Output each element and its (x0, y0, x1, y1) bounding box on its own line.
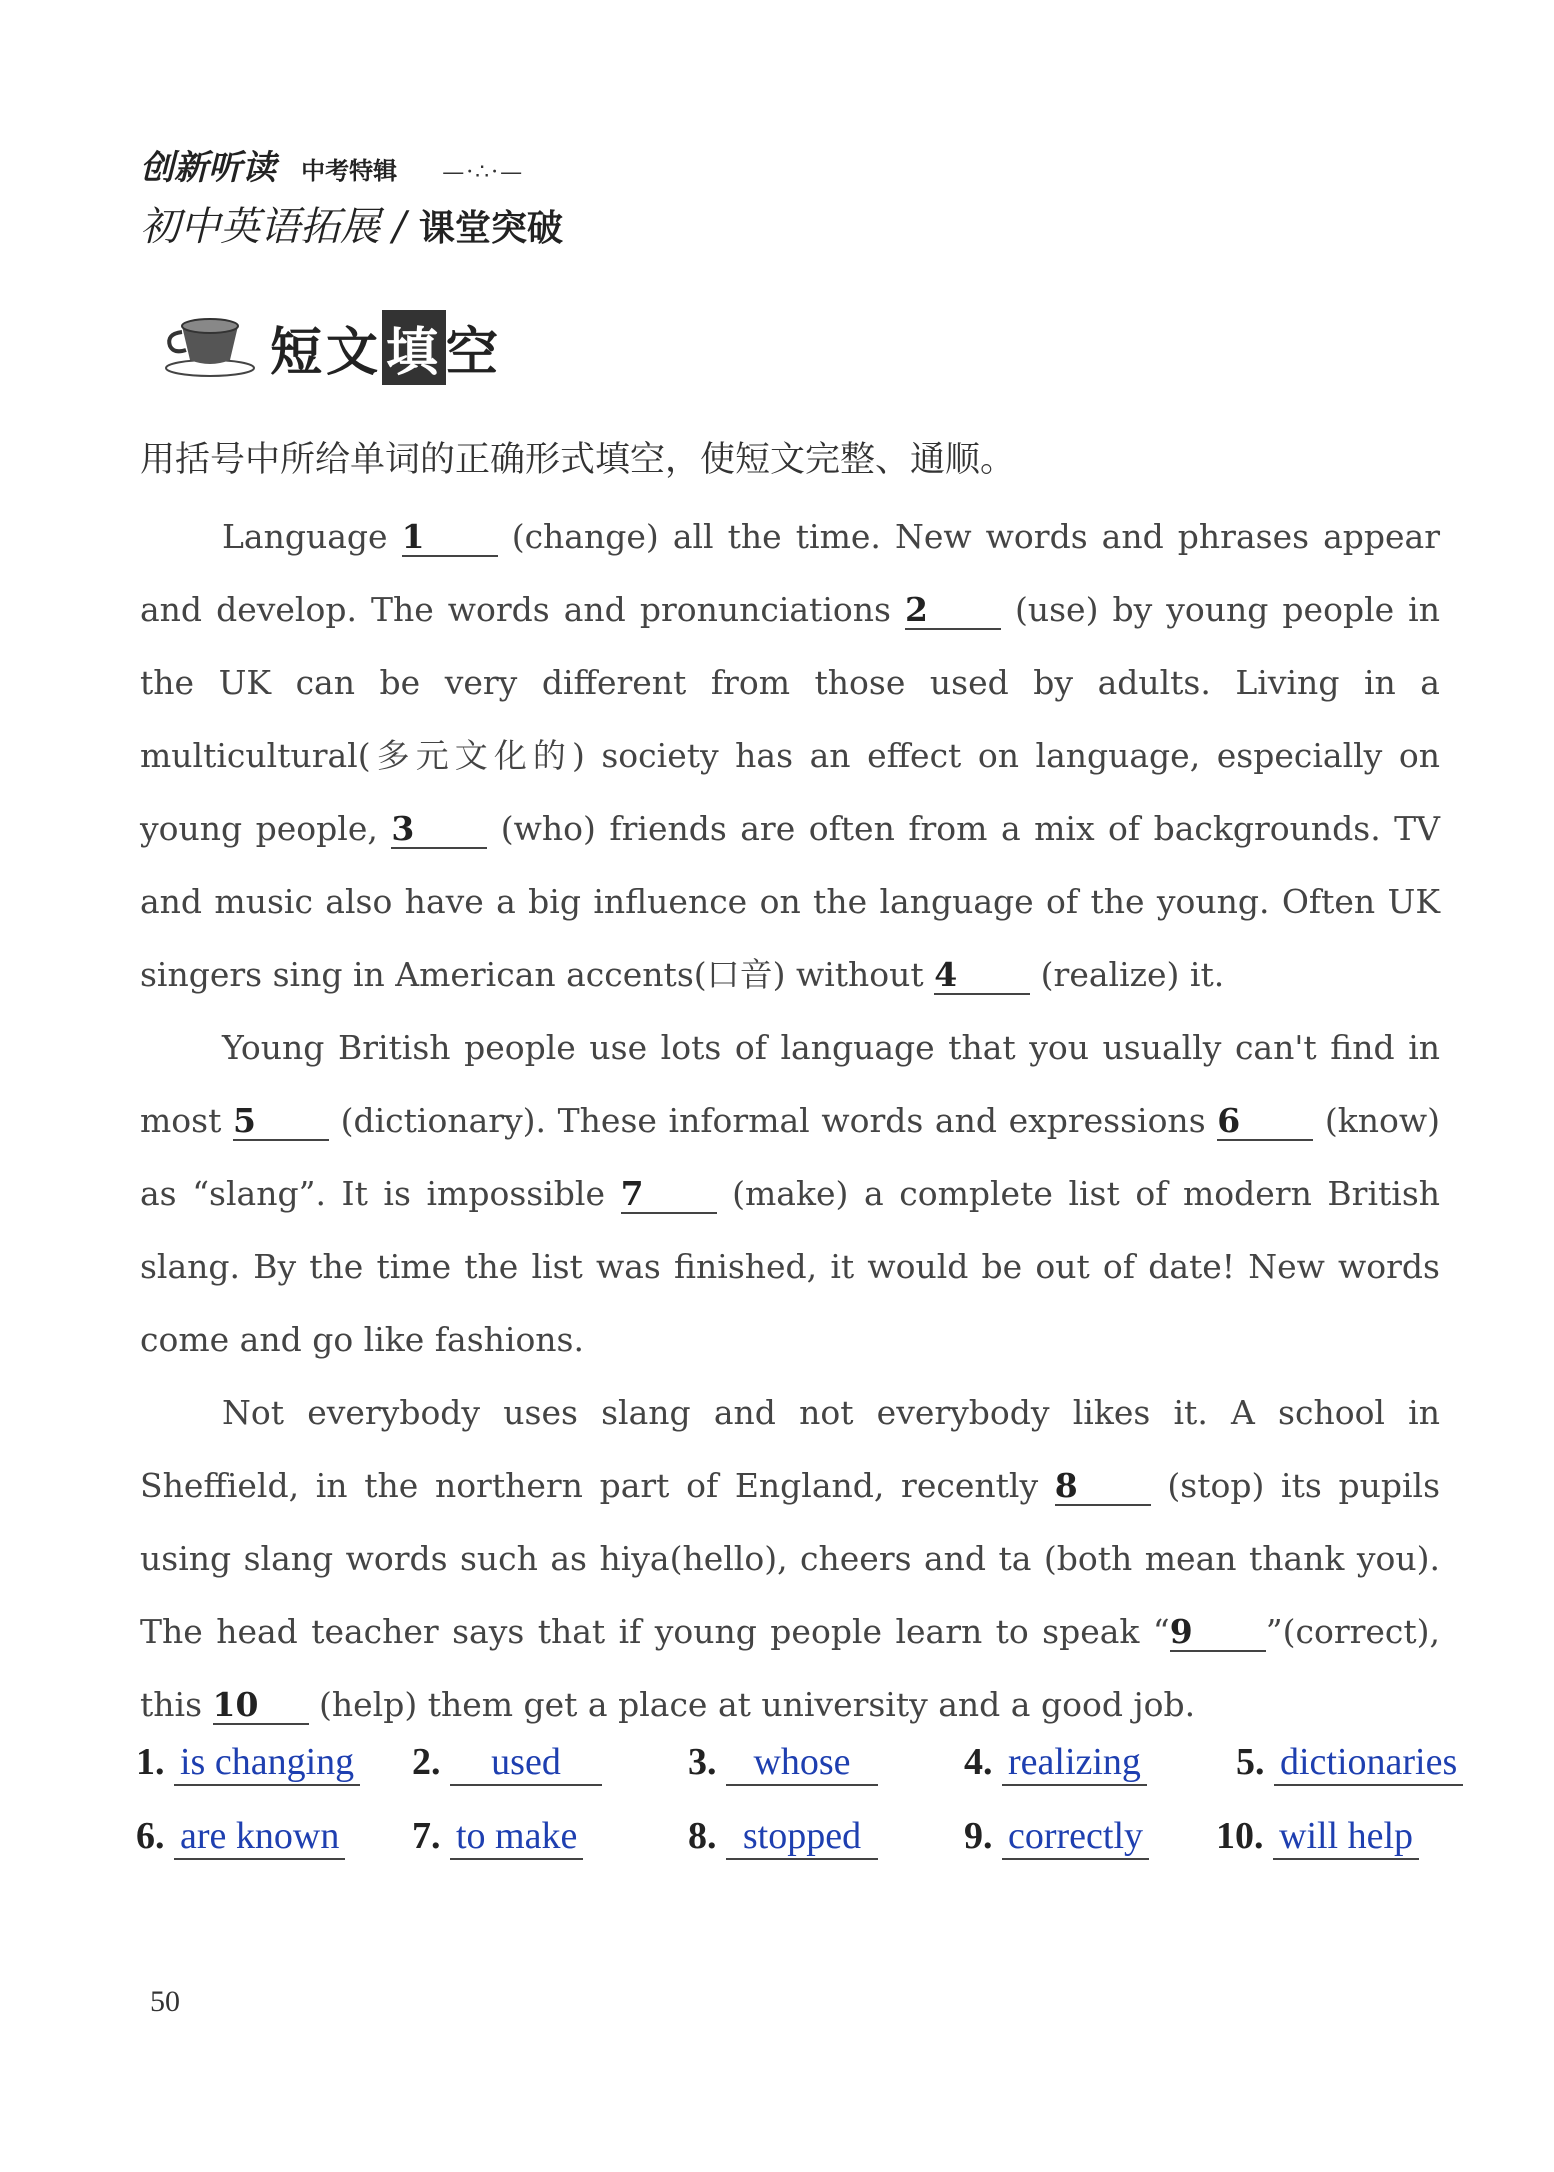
passage-line: and develop. The words and pronunciations 2 (use) by young people in (140, 590, 1440, 629)
passage-line: as “slang”. It is impossible 7 (make) a complete list of modern British (140, 1174, 1441, 1213)
answer-item: 1. is changing (136, 1740, 360, 1786)
blank-9: 9 (1170, 1614, 1266, 1652)
answer-item: 8. stopped (688, 1814, 878, 1860)
decorative-dots-icon: —·∴·— (442, 160, 525, 185)
answer-item: 5. dictionaries (1236, 1740, 1463, 1786)
answer-value: is changing (174, 1740, 360, 1786)
passage-line: Sheffield, in the northern part of England, recently 8 (stop) its pupils (140, 1466, 1441, 1505)
answer-item: 10. will help (1216, 1814, 1419, 1860)
answer-item: 4. realizing (964, 1740, 1147, 1786)
passage-line: Not everybody uses slang and not everybody likes it. A school in (222, 1393, 1440, 1432)
answer-key (136, 1740, 1476, 1888)
section-title-boxed: 填 (382, 310, 446, 385)
answer-item: 9. correctly (964, 1814, 1149, 1860)
passage-line: singers sing in American accents(口音) without 4 (realize) it. (140, 955, 1225, 994)
passage-line: the UK can be very different from those used by adults. Living in a (140, 663, 1440, 702)
book-title: 初中英语拓展 (140, 204, 380, 250)
blank-8: 8 (1055, 1468, 1151, 1506)
blank-5: 5 (233, 1103, 329, 1141)
blank-1: 1 (402, 519, 498, 557)
blank-4: 4 (934, 957, 1030, 995)
passage-line: come and go like fashions. (140, 1320, 584, 1359)
answer-value: realizing (1002, 1740, 1147, 1786)
answer-value: whose (726, 1740, 878, 1786)
blank-2: 2 (905, 592, 1001, 630)
passage-line: and music also have a big influence on the language of the young. Often UK (140, 882, 1440, 921)
answer-value: correctly (1002, 1814, 1149, 1860)
blank-10: 10 (213, 1687, 309, 1725)
passage-line: Language 1 (change) all the time. New words and phrases appear (222, 517, 1440, 556)
page-number: 50 (150, 1985, 180, 2018)
answer-value: will help (1273, 1814, 1419, 1860)
passage-line: The head teacher says that if young people learn to speak “9 ”(correct), (140, 1612, 1440, 1651)
answer-value: dictionaries (1274, 1740, 1463, 1786)
passage-line: this 10 (help) them get a place at university and a good job. (140, 1685, 1196, 1724)
blank-7: 7 (621, 1176, 717, 1214)
answer-item: 6. are known (136, 1814, 345, 1860)
section-title-post: 空 (446, 323, 503, 383)
passage-line: Young British people use lots of language that you usually can't find in (222, 1028, 1440, 1067)
blank-3: 3 (391, 811, 487, 849)
instruction-text: 用括号中所给单词的正确形式填空，使短文完整、通顺。 (140, 440, 1016, 480)
page-header (140, 140, 660, 252)
passage (140, 500, 1440, 1741)
passage-line: slang. By the time the list was finished, it would be out of date! New words (140, 1247, 1440, 1286)
passage-line: multicultural(多元文化的) society has an effect on language, especially on (140, 736, 1440, 775)
answer-value: used (450, 1740, 602, 1786)
answer-item: 3. whose (688, 1740, 878, 1786)
blank-6: 6 (1217, 1103, 1313, 1141)
title-slash: / (380, 204, 419, 250)
section-title-pre: 短文 (270, 323, 383, 383)
answer-item: 7. to make (412, 1814, 583, 1860)
series-name: 创新听读 (140, 148, 276, 188)
passage-line: most 5 (dictionary). These informal words and expressions 6 (know) (140, 1101, 1440, 1140)
section-title (270, 310, 502, 385)
section-heading (160, 300, 700, 390)
answer-value: are known (174, 1814, 345, 1860)
answer-item: 2. used (412, 1740, 602, 1786)
teacup-icon (160, 308, 260, 378)
passage-line: using slang words such as hiya(hello), cheers and ta (both mean thank you). (140, 1539, 1440, 1578)
sub-series-name: 中考特辑 (301, 157, 398, 185)
answer-value: stopped (726, 1814, 878, 1860)
answer-row (136, 1814, 1476, 1888)
passage-line: young people, 3 (who) friends are often from a mix of backgrounds. TV (140, 809, 1441, 848)
answer-value: to make (450, 1814, 583, 1860)
answer-row (136, 1740, 1476, 1814)
book-subtitle: 课堂突破 (418, 208, 563, 249)
